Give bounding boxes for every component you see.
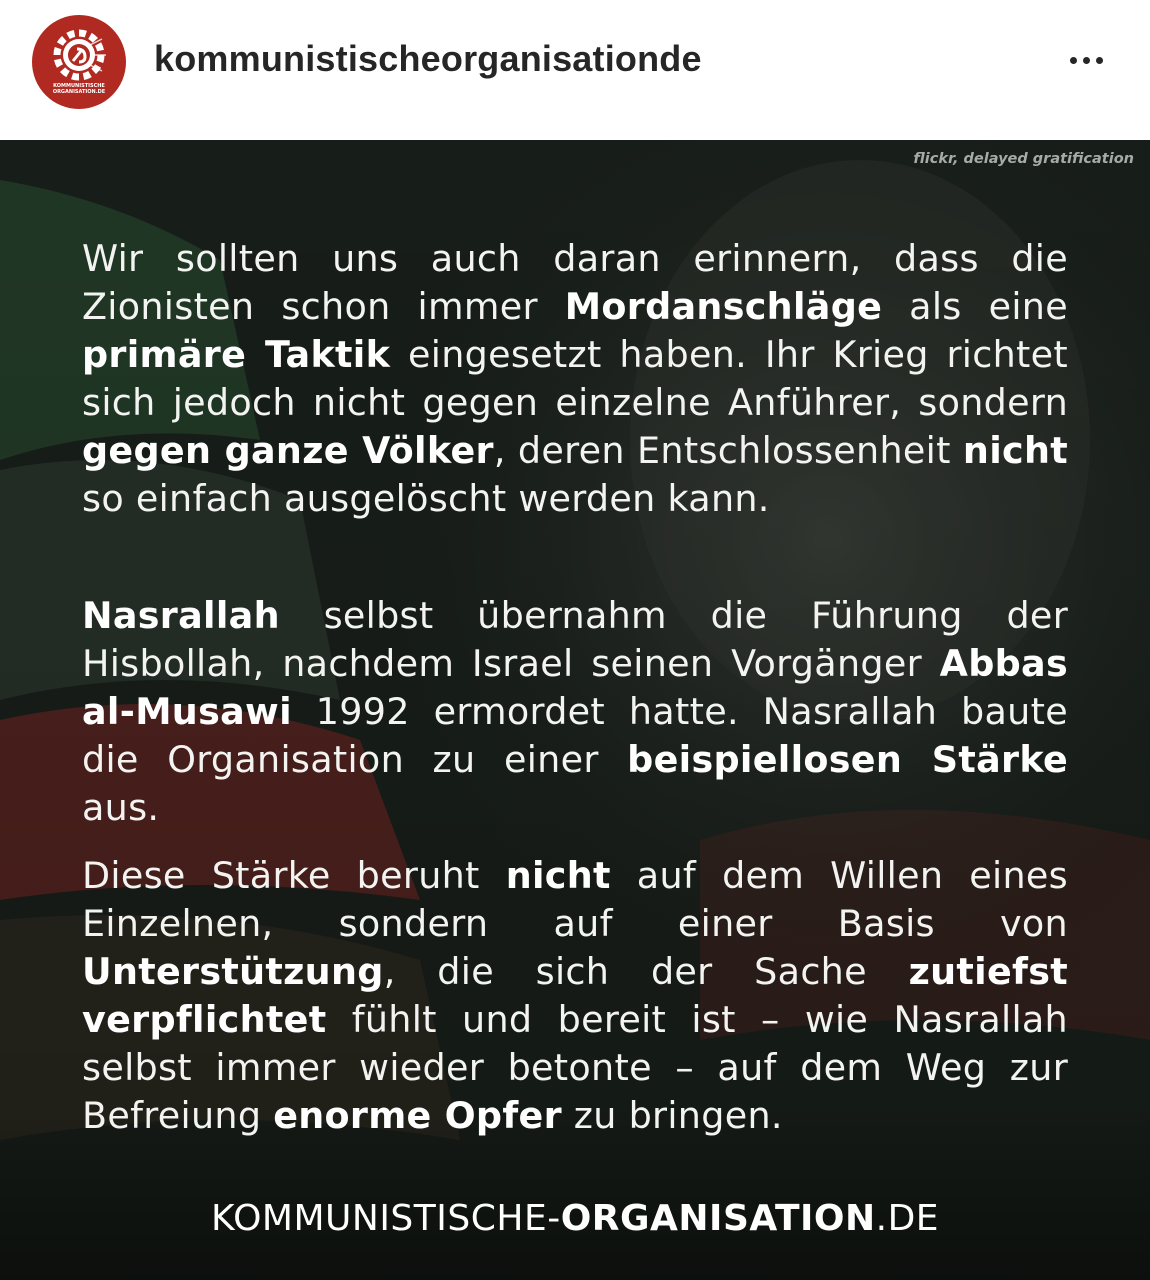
- paragraph-1: [82, 235, 1068, 523]
- emphasis-text: nicht: [962, 429, 1068, 472]
- paragraph-3: [82, 852, 1068, 1140]
- footer-url-part2: ORGANISATION: [560, 1198, 876, 1239]
- body-text: 1992 ermordet hatte. Nasrallah baute die Organisation zu einer: [82, 690, 1068, 781]
- avatar[interactable]: [32, 15, 126, 109]
- emphasis-text: nicht: [505, 854, 611, 897]
- post-image[interactable]: [0, 140, 1150, 1280]
- footer-url: [0, 1198, 1150, 1239]
- body-text: zu bringen.: [561, 1094, 783, 1137]
- paragraph-2: [82, 592, 1068, 832]
- emphasis-text: Unterstützung: [82, 950, 384, 993]
- body-text: , die sich der Sache: [383, 950, 909, 993]
- more-options-button[interactable]: [1058, 40, 1114, 80]
- emphasis-text: Nasrallah: [82, 594, 280, 637]
- more-horizontal-icon: [1083, 57, 1090, 64]
- body-text: eingesetzt haben. Ihr Krieg richtet sich jedoch nicht gegen einzelne Anführer, sondern: [82, 333, 1069, 424]
- body-text: auf dem Willen eines Einzelnen, sondern auf einer Basis von: [82, 854, 1068, 945]
- avatar-caption-line2: ORGANISATION.DE: [52, 89, 106, 95]
- more-horizontal-icon: [1096, 57, 1103, 64]
- image-credit: flickr, delayed gratification: [913, 151, 1134, 167]
- body-text: selbst übernahm die Führung der Hisbollah, nachdem Israel seinen Vorgänger: [82, 594, 1068, 685]
- body-text: aus.: [82, 786, 160, 829]
- body-text: als eine: [882, 285, 1068, 328]
- body-text: Diese Stärke beruht: [82, 854, 506, 897]
- emphasis-text: Mordanschläge: [564, 285, 883, 328]
- body-text: Wir sollten uns auch daran erinnern, dass die Zionisten schon immer: [82, 237, 1068, 328]
- username[interactable]: kommunistischeorganisationde: [154, 38, 702, 79]
- body-text: fühlt und bereit ist – wie Nasrallah selbst immer wieder betonte – auf dem Weg zur Befreiung: [82, 998, 1068, 1137]
- footer-url-part1: KOMMUNISTISCHE-: [210, 1198, 561, 1239]
- emphasis-text: primäre Taktik: [82, 333, 391, 376]
- more-horizontal-icon: [1070, 57, 1077, 64]
- body-text: so einfach ausgelöscht werden kann.: [82, 477, 770, 520]
- emphasis-text: beispiellosen Stärke: [627, 738, 1068, 781]
- emphasis-text: gegen ganze Völker: [82, 429, 494, 472]
- emphasis-text: Abbas al-Musawi: [82, 642, 1068, 733]
- avatar-caption-line1: KOMMUNISTISCHE: [53, 83, 105, 89]
- emphasis-text: zutiefst verpflichtet: [82, 950, 1068, 1041]
- emphasis-text: enorme Opfer: [273, 1094, 562, 1137]
- footer-url-part3: .DE: [875, 1198, 940, 1239]
- post-header: [0, 0, 1150, 140]
- body-text: , deren Entschlossenheit: [493, 429, 963, 472]
